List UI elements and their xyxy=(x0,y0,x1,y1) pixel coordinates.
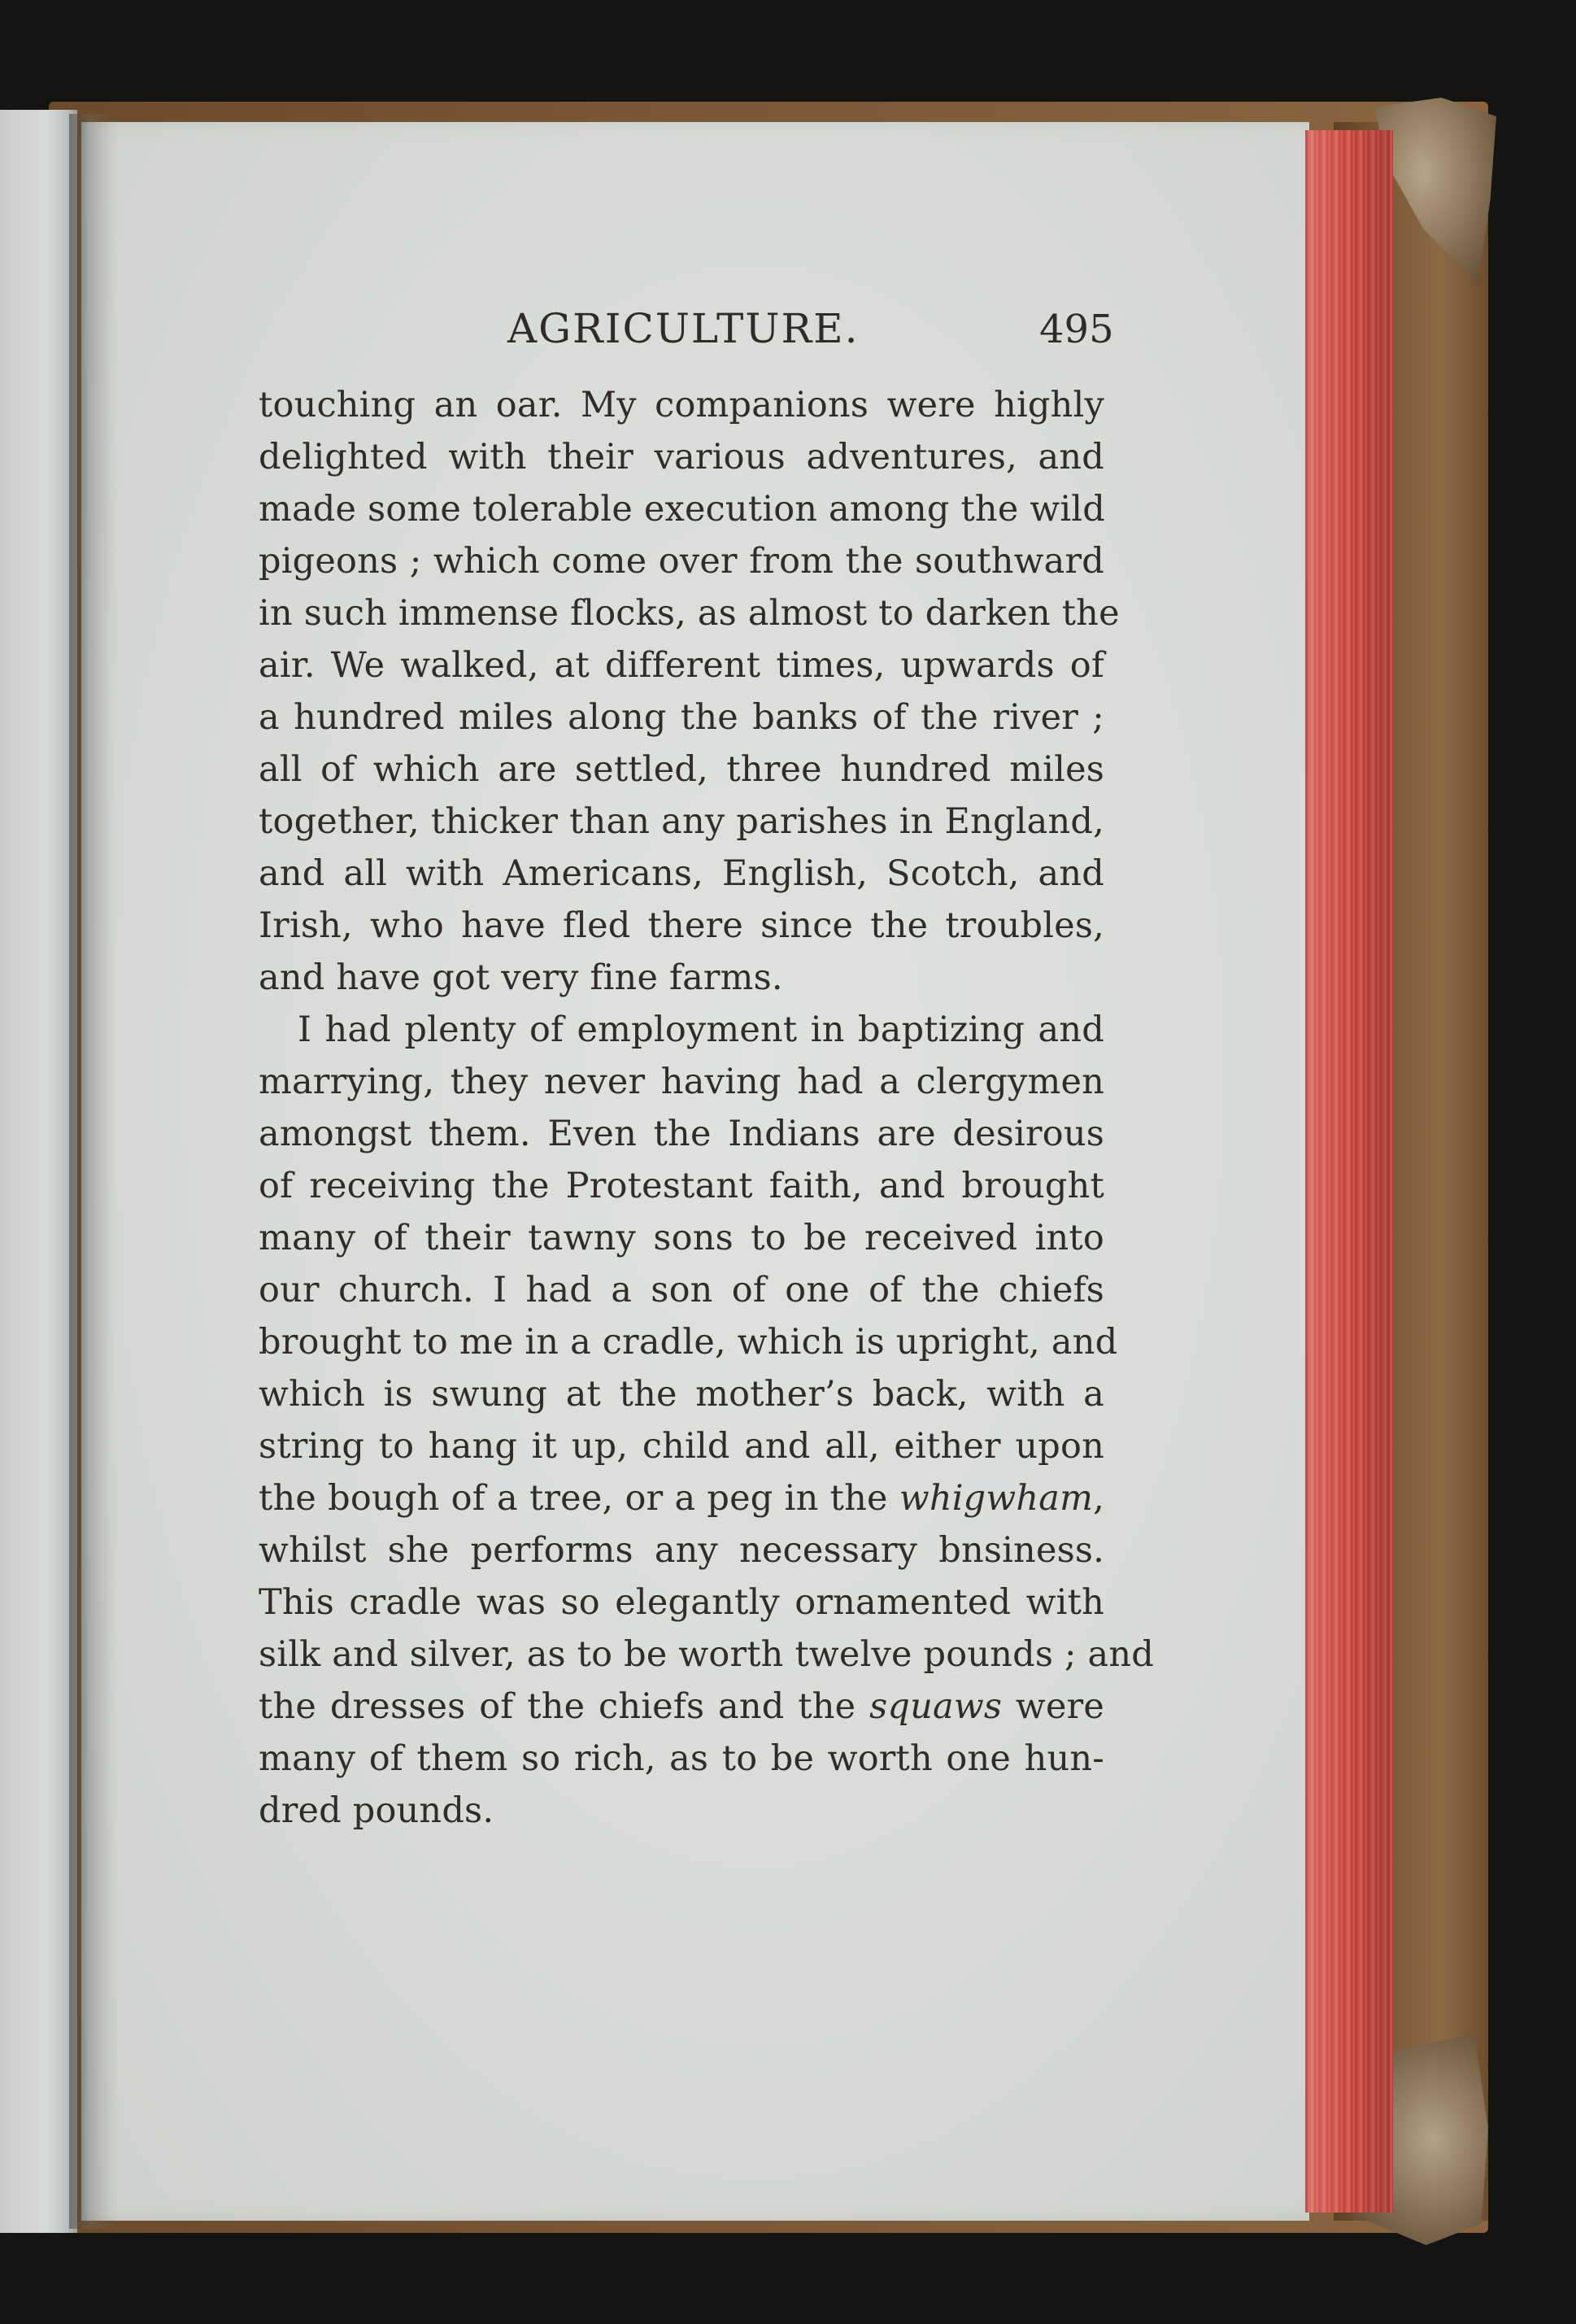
text-line: marrying, they never having had a clergymen xyxy=(259,1062,1104,1102)
text-line-with-italic xyxy=(259,1472,1104,1524)
text-line: our church. I had a son of one of the chiefs xyxy=(259,1270,1104,1310)
text-line: all of which are settled, three hundred miles xyxy=(259,749,1104,790)
text-line: together, thicker than any parishes in England, xyxy=(259,801,1104,842)
text-segment: , xyxy=(1093,1478,1104,1519)
text-line: silk and silver, as to be worth twelve pounds ; and xyxy=(259,1634,1155,1675)
italic-word: squaws xyxy=(869,1686,1003,1727)
text-line: which is swung at the mother’s back, with a xyxy=(259,1374,1104,1415)
running-head xyxy=(0,305,1576,370)
text-line: and have got very fine farms. xyxy=(259,957,783,998)
text-line: Irish, who have fled there since the troubles, xyxy=(259,905,1104,946)
body-text xyxy=(259,379,1155,1837)
text-line: brought to me in a cradle, which is upright, and xyxy=(259,1322,1118,1363)
text-line: string to hang it up, child and all, either upon xyxy=(259,1426,1104,1467)
text-line: pigeons ; which come over from the southward xyxy=(259,541,1104,582)
text-line-with-italic xyxy=(259,1681,1104,1733)
gutter-shadow xyxy=(69,114,118,2229)
text-segment: were xyxy=(1002,1686,1104,1727)
text-line: whilst she performs any necessary bnsiness. xyxy=(259,1530,1104,1571)
text-segment: the dresses of the chiefs and the xyxy=(259,1686,870,1727)
text-line: in such immense flocks, as almost to darken the xyxy=(259,593,1120,634)
text-line: delighted with their various adventures, and xyxy=(259,437,1104,477)
text-line: many of them so rich, as to be worth one hun- xyxy=(259,1738,1104,1779)
text-line: a hundred miles along the banks of the river ; xyxy=(259,697,1104,738)
fore-edge-shading xyxy=(1305,130,1391,2213)
text-line: of receiving the Protestant faith, and brought xyxy=(259,1166,1104,1206)
text-line: dred pounds. xyxy=(259,1790,494,1831)
text-segment: the bough of a tree, or a peg in the xyxy=(259,1478,899,1519)
left-page-edge xyxy=(0,110,77,2233)
text-line: touching an oar. My companions were highly xyxy=(259,385,1104,425)
italic-word: whigwham xyxy=(899,1478,1094,1519)
text-line: air. We walked, at different times, upwards of xyxy=(259,645,1104,686)
running-title: AGRICULTURE. xyxy=(507,305,860,352)
text-line: and all with Americans, English, Scotch, and xyxy=(259,853,1104,894)
text-line: I had plenty of employment in baptizing and xyxy=(298,1009,1104,1050)
text-line: many of their tawny sons to be received into xyxy=(259,1218,1104,1258)
text-line: made some tolerable execution among the wild xyxy=(259,489,1105,530)
text-line: This cradle was so elegantly ornamented with xyxy=(259,1582,1104,1623)
page-number: 495 xyxy=(1039,307,1114,352)
text-line: amongst them. Even the Indians are desirous xyxy=(259,1114,1104,1154)
